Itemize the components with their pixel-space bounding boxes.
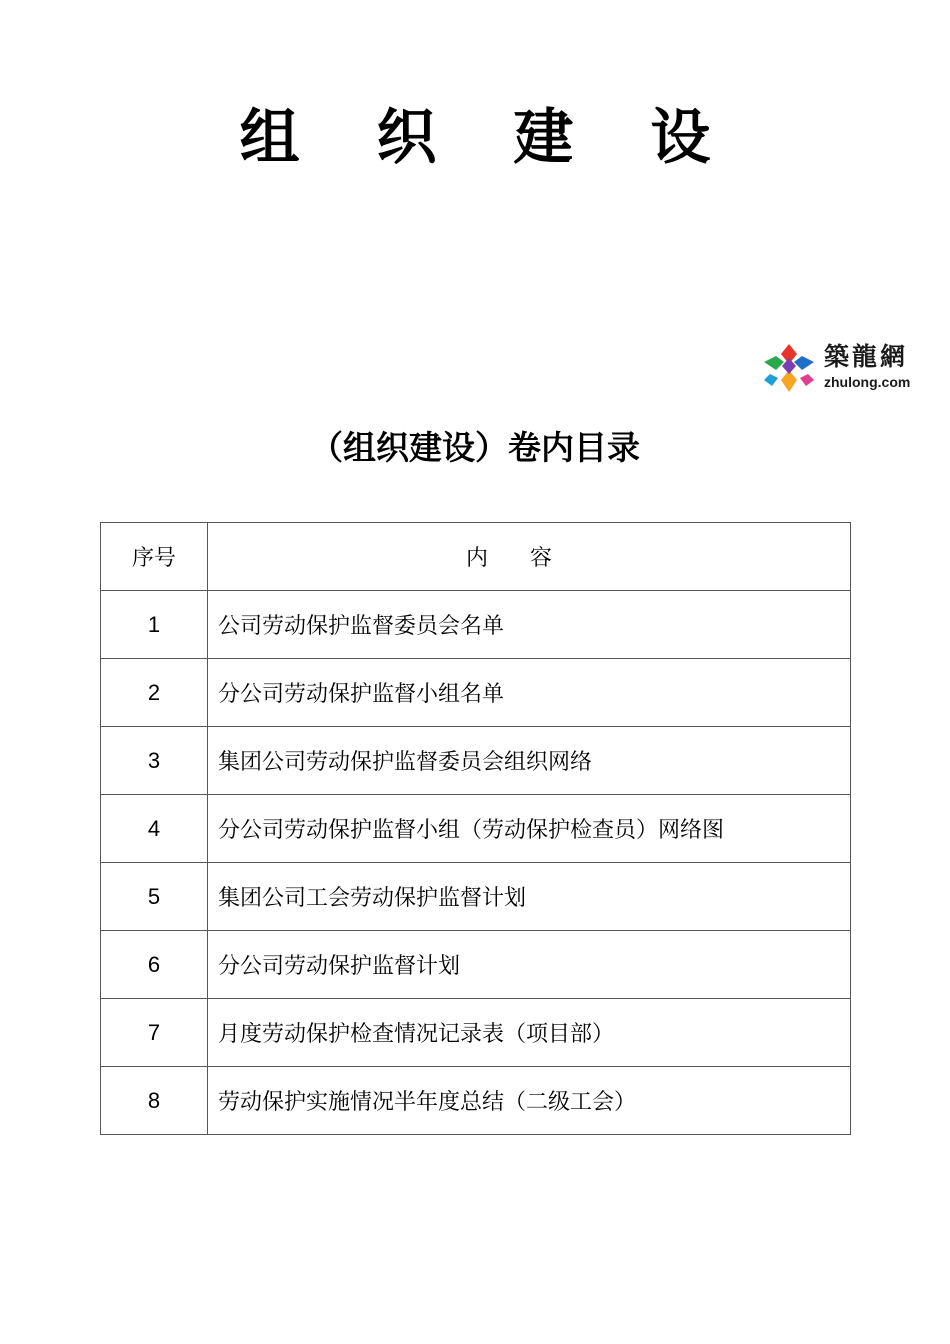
header-content [208,523,851,591]
row-number: 7 [101,999,208,1067]
row-content: 集团公司工会劳动保护监督计划 [208,863,851,931]
table-row [101,727,851,795]
logo-domain: zhulong.com [824,374,911,390]
table-row [101,863,851,931]
row-content: 分公司劳动保护监督小组名单 [208,659,851,727]
row-number: 4 [101,795,208,863]
row-number: 1 [101,591,208,659]
row-content: 分公司劳动保护监督小组（劳动保护检查员）网络图 [208,795,851,863]
table-row [101,659,851,727]
row-content: 公司劳动保护监督委员会名单 [208,591,851,659]
header-number: 序号 [101,523,208,591]
row-number: 2 [101,659,208,727]
table-header-row [101,523,851,591]
row-number: 6 [101,931,208,999]
row-content: 分公司劳动保护监督计划 [208,931,851,999]
toc-table [100,522,851,1135]
row-content: 集团公司劳动保护监督委员会组织网络 [208,727,851,795]
document-title: 组 织 建 设 [239,103,739,173]
table-row [101,591,851,659]
header-content-label: 内 容 [466,546,552,571]
row-content: 月度劳动保护检查情况记录表（项目部） [208,999,851,1067]
toc-title: （组织建设）卷内目录 [310,428,640,467]
zhulong-logo [758,340,928,396]
row-number: 5 [101,863,208,931]
logo-chinese-name: 築龍網 [824,342,909,371]
row-content: 劳动保护实施情况半年度总结（二级工会） [208,1067,851,1135]
table-row [101,931,851,999]
table-row [101,795,851,863]
row-number: 3 [101,727,208,795]
table-row [101,999,851,1067]
zhulong-logo-icon [758,340,820,396]
row-number: 8 [101,1067,208,1135]
table-row [101,1067,851,1135]
